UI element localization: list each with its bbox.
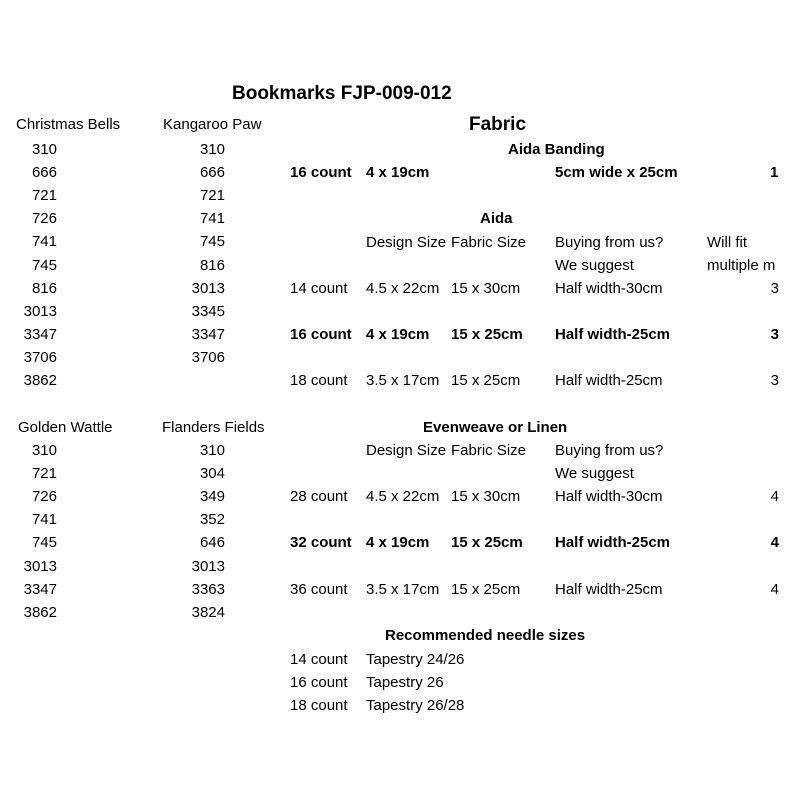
thread-code: 741 (31, 233, 57, 250)
banding-design-size: 4 x 19cm (366, 164, 430, 181)
fabric-heading: Fabric (469, 114, 527, 135)
fabric-quantity: 3 (770, 372, 779, 389)
thread-code: 3347 (23, 581, 57, 598)
evenweave-header-suggest: We suggest (555, 465, 634, 482)
fabric-count: 28 count (290, 488, 348, 505)
thread-code: 721 (199, 187, 225, 204)
thread-code: 3013 (23, 303, 57, 320)
thread-code: 3013 (191, 558, 225, 575)
fabric-quantity: 3 (770, 280, 779, 297)
fabric-quantity: 3 (770, 326, 779, 343)
fabric-design-size: 4.5 x 22cm (366, 280, 440, 297)
banding-quantity: 1 (770, 164, 779, 181)
thread-code: 3013 (23, 558, 57, 575)
thread-code: 726 (31, 488, 57, 505)
needle-size: Tapestry 24/26 (366, 651, 465, 668)
aida-heading: Aida (480, 210, 513, 227)
aida-header-will-fit: Will fit (707, 234, 747, 251)
thread-code: 816 (31, 280, 57, 297)
fabric-count: 32 count (290, 534, 352, 551)
thread-code: 741 (31, 511, 57, 528)
thread-code: 745 (31, 534, 57, 551)
fabric-size: 15 x 30cm (451, 280, 521, 297)
aida-header-fabric-size: Fabric Size (451, 234, 527, 251)
thread-code: 3347 (191, 326, 225, 343)
thread-list-title-christmas-bells: Christmas Bells (16, 116, 121, 133)
fabric-suggestion: Half width-25cm (555, 326, 671, 343)
needle-count: 16 count (290, 674, 348, 691)
thread-code: 745 (199, 233, 225, 250)
thread-code: 666 (199, 164, 225, 181)
fabric-suggestion: Half width-25cm (555, 581, 663, 598)
thread-code: 3706 (191, 349, 225, 366)
aida-header-suggest: We suggest (555, 257, 634, 274)
fabric-count: 14 count (290, 280, 348, 297)
thread-code: 721 (31, 465, 57, 482)
thread-list-title-kangaroo-paw: Kangaroo Paw (163, 116, 262, 133)
thread-code: 310 (199, 141, 225, 158)
fabric-design-size: 4 x 19cm (366, 326, 430, 343)
needle-size: Tapestry 26/28 (366, 697, 465, 714)
thread-code: 721 (31, 187, 57, 204)
evenweave-header-design-size: Design Size (366, 442, 447, 459)
fabric-design-size: 4 x 19cm (366, 534, 430, 551)
thread-code: 352 (199, 511, 225, 528)
fabric-count: 36 count (290, 581, 348, 598)
needle-count: 14 count (290, 651, 348, 668)
thread-code: 646 (199, 534, 225, 551)
page-title: Bookmarks FJP-009-012 (232, 83, 452, 104)
evenweave-heading: Evenweave or Linen (423, 419, 568, 436)
needle-count: 18 count (290, 697, 348, 714)
fabric-suggestion: Half width-25cm (555, 534, 671, 551)
banding-count: 16 count (290, 164, 352, 181)
evenweave-header-buying: Buying from us? (555, 442, 664, 459)
aida-header-buying: Buying from us? (555, 234, 664, 251)
banding-fabric-size: 5cm wide x 25cm (555, 164, 678, 181)
thread-code: 304 (199, 465, 225, 482)
fabric-suggestion: Half width-30cm (555, 488, 663, 505)
thread-code: 726 (31, 210, 57, 227)
thread-code: 745 (31, 257, 57, 274)
thread-code: 310 (199, 442, 225, 459)
fabric-size: 15 x 25cm (451, 581, 521, 598)
thread-code: 741 (199, 210, 225, 227)
thread-code: 3345 (191, 303, 225, 320)
aida-header-design-size: Design Size (366, 234, 447, 251)
fabric-suggestion: Half width-30cm (555, 280, 663, 297)
thread-code: 310 (31, 141, 57, 158)
thread-list-title-flanders-fields: Flanders Fields (162, 419, 265, 436)
fabric-design-size: 3.5 x 17cm (366, 372, 440, 389)
fabric-design-size: 3.5 x 17cm (366, 581, 440, 598)
fabric-count: 18 count (290, 372, 348, 389)
aida-banding-heading: Aida Banding (508, 141, 605, 158)
thread-code: 666 (31, 164, 57, 181)
fabric-quantity: 4 (770, 581, 779, 598)
needle-sizes-heading: Recommended needle sizes (385, 627, 586, 644)
thread-code: 349 (199, 488, 225, 505)
thread-code: 3013 (191, 280, 225, 297)
thread-code: 3824 (191, 604, 225, 621)
fabric-size: 15 x 25cm (451, 372, 521, 389)
thread-code: 816 (199, 257, 225, 274)
fabric-size: 15 x 25cm (451, 326, 523, 343)
thread-list-title-golden-wattle: Golden Wattle (18, 419, 113, 436)
fabric-suggestion: Half width-25cm (555, 372, 663, 389)
needle-size: Tapestry 26 (366, 674, 444, 691)
fabric-count: 16 count (290, 326, 352, 343)
thread-code: 3347 (23, 326, 57, 343)
fabric-size: 15 x 25cm (451, 534, 523, 551)
thread-code: 3862 (23, 604, 57, 621)
thread-code: 3706 (23, 349, 57, 366)
thread-code: 3363 (191, 581, 225, 598)
fabric-quantity: 4 (770, 488, 779, 505)
fabric-design-size: 4.5 x 22cm (366, 488, 440, 505)
fabric-size: 15 x 30cm (451, 488, 521, 505)
fabric-quantity: 4 (770, 534, 779, 551)
thread-code: 310 (31, 442, 57, 459)
thread-code: 3862 (23, 372, 57, 389)
aida-header-multiple: multiple m (707, 257, 776, 274)
evenweave-header-fabric-size: Fabric Size (451, 442, 527, 459)
